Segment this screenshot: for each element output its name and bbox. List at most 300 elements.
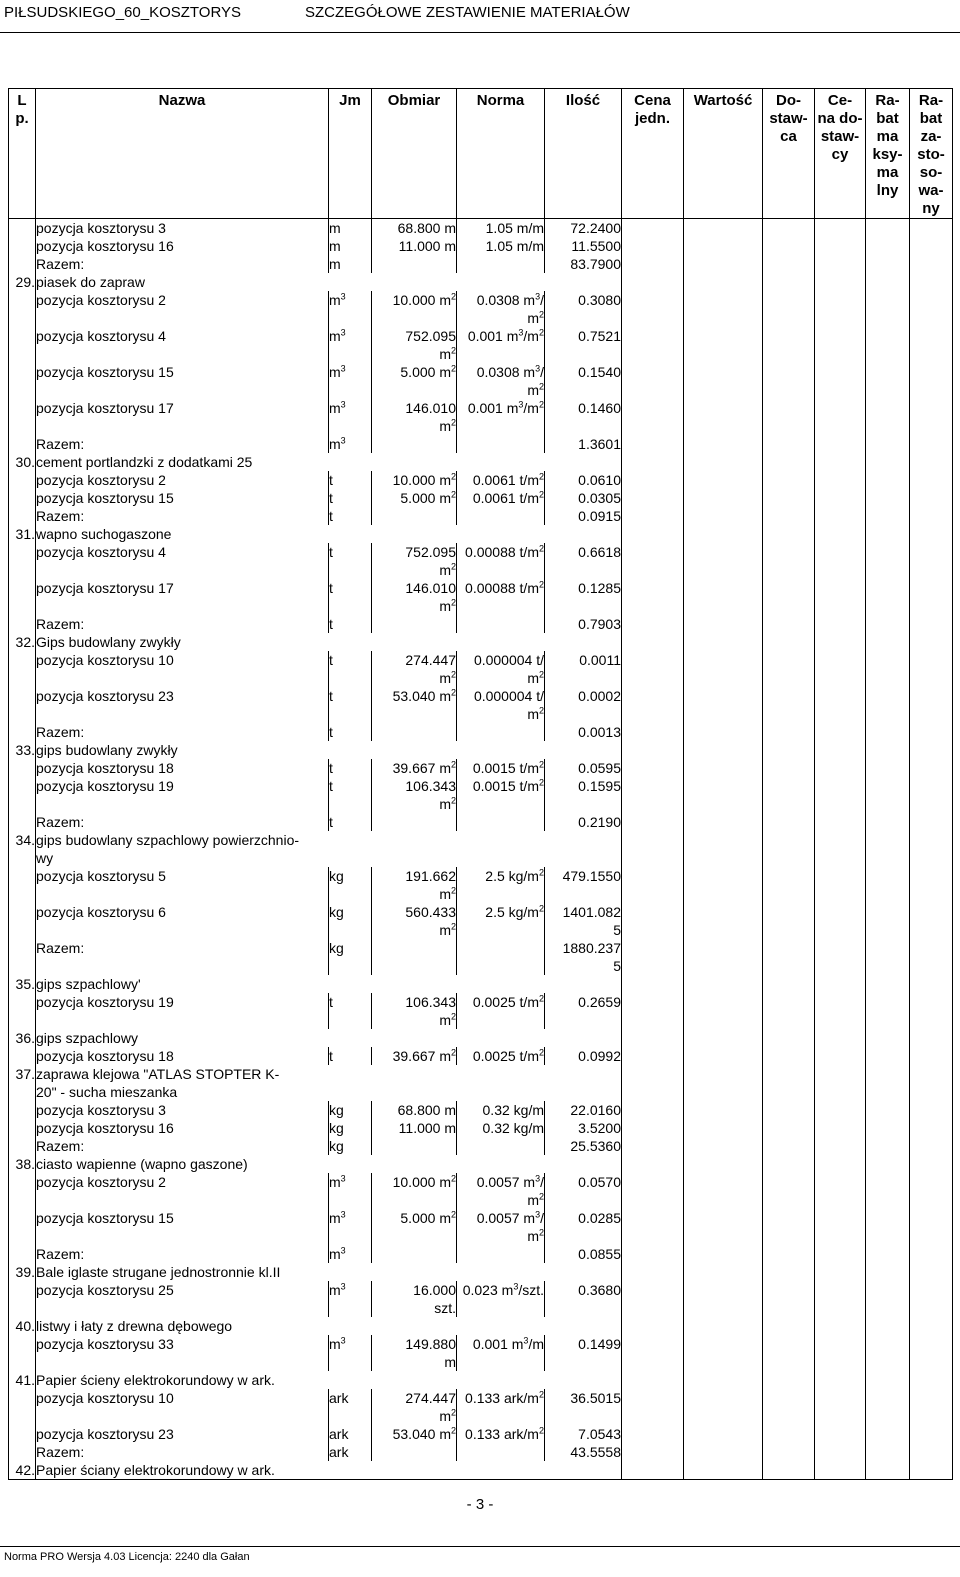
cell-lp: 41. [9,1371,36,1389]
cell-cena-dostawcy [815,1425,866,1443]
cell-wartosc [684,903,763,939]
cell-rabat-maksymalny [866,1317,910,1335]
cell-ilosc: 0.0595 [545,759,622,777]
cell-lp [9,237,36,255]
cell-dostawca [763,1461,815,1480]
cell-lp [9,543,36,579]
cell-jm: $m^3$ [329,1245,372,1263]
cell-cena [622,327,684,363]
cell-cena-dostawcy [815,1173,866,1209]
cell-rabat-zastosowany [910,1335,953,1371]
cell-jm: t [329,489,372,507]
cell-cena-dostawcy [815,219,866,238]
cell-name: Razem: [36,615,329,633]
cell-lp: 29. [9,273,36,291]
cell-lp [9,1173,36,1209]
cell-dostawca [763,777,815,813]
cell-norma [457,939,545,975]
cell-dostawca [763,723,815,741]
table-row [9,1281,953,1317]
cell-cena [622,237,684,255]
cell-rabat-zastosowany [910,867,953,903]
cell-norma [457,507,545,525]
cell-rabat-maksymalny [866,651,910,687]
cell-cena [622,1137,684,1155]
cell-name: pozycja kosztorysu 16 [36,1119,329,1137]
cell-rabat-maksymalny [866,1101,910,1119]
cell-dostawca [763,435,815,453]
cell-lp [9,1443,36,1461]
cell-rabat-maksymalny [866,903,910,939]
cell-name: pozycja kosztorysu 18 [36,759,329,777]
cell-name: pozycja kosztorysu 33 [36,1335,329,1371]
cell-lp [9,399,36,435]
cell-ilosc: 0.2190 [545,813,622,831]
cell-ilosc: 0.3680 [545,1281,622,1317]
cell-name: gips szpachlowy [36,1029,622,1047]
cell-cena-dostawcy [815,237,866,255]
cell-cena [622,1371,684,1389]
cell-cena [622,741,684,759]
cell-ilosc: 0.0013 [545,723,622,741]
cell-rabat-zastosowany [910,1065,953,1101]
cell-rabat-maksymalny [866,525,910,543]
cell-dostawca [763,1101,815,1119]
cell-wartosc [684,939,763,975]
cell-jm: t [329,615,372,633]
cell-cena [622,1317,684,1335]
cell-cena [622,489,684,507]
cell-rabat-zastosowany [910,435,953,453]
cell-name: pozycja kosztorysu 5 [36,867,329,903]
cell-rabat-zastosowany [910,1281,953,1317]
cell-cena [622,831,684,867]
cell-cena-dostawcy [815,1245,866,1263]
cell-wartosc [684,507,763,525]
cell-dostawca [763,1371,815,1389]
section-row [9,741,953,759]
cell-dostawca [763,291,815,327]
cell-jm: $m^3$ [329,1173,372,1209]
cell-cena-dostawcy [815,1443,866,1461]
cell-name: pozycja kosztorysu 17 [36,399,329,435]
cell-wartosc [684,1443,763,1461]
total-row [9,723,953,741]
cell-name: Papier ścieny elektrokorundowy w ark. [36,1371,622,1389]
cell-rabat-zastosowany [910,651,953,687]
cell-name: Papier ściany elektrokorundowy w ark. [36,1461,622,1480]
cell-wartosc [684,1281,763,1317]
cell-dostawca [763,219,815,238]
cell-dostawca [763,363,815,399]
cell-dostawca [763,939,815,975]
cell-rabat-maksymalny [866,1389,910,1425]
cell-wartosc [684,867,763,903]
section-row [9,1461,953,1480]
cell-norma: 1.05 m/m [457,219,545,238]
cell-cena [622,453,684,471]
cell-obmiar [372,1443,457,1461]
cell-wartosc [684,1155,763,1173]
cell-cena-dostawcy [815,975,866,993]
cell-dostawca [763,1173,815,1209]
cell-wartosc [684,777,763,813]
cell-ilosc: 83.7900 [545,255,622,273]
cell-lp: 34. [9,831,36,867]
cell-jm: ark [329,1443,372,1461]
cell-rabat-maksymalny [866,1425,910,1443]
cell-ilosc: 479.1550 [545,867,622,903]
cell-name: gips budowlany szpachlowy powierzchnio- wy [36,831,622,867]
cell-lp [9,507,36,525]
section-row [9,1155,953,1173]
table-row [9,543,953,579]
cell-rabat-zastosowany [910,579,953,615]
cell-obmiar: 560.433 $m^2$ [372,903,457,939]
cell-rabat-maksymalny [866,1335,910,1371]
cell-rabat-maksymalny [866,435,910,453]
cell-dostawca [763,1065,815,1101]
cell-jm: $m^3$ [329,363,372,399]
cell-name: pozycja kosztorysu 25 [36,1281,329,1317]
cell-name: pozycja kosztorysu 3 [36,219,329,238]
cell-cena [622,615,684,633]
table-row [9,867,953,903]
cell-wartosc [684,993,763,1029]
cell-rabat-maksymalny [866,579,910,615]
cell-obmiar: 39.667 $m^2$ [372,1047,457,1065]
cell-obmiar: 11.000 m [372,237,457,255]
cell-ilosc: 0.0011 [545,651,622,687]
header-rule [0,32,960,33]
cell-name: piasek do zapraw [36,273,622,291]
cell-obmiar: 752.095 $m^2$ [372,543,457,579]
cell-lp [9,1245,36,1263]
cell-dostawca [763,687,815,723]
cell-cena-dostawcy [815,813,866,831]
cell-norma: 2.5 $kg/m^2$ [457,867,545,903]
cell-rabat-maksymalny [866,759,910,777]
cell-rabat-zastosowany [910,975,953,993]
cell-ilosc: 0.0285 [545,1209,622,1245]
cell-jm: $m^3$ [329,327,372,363]
col-rabat-maksymalny: Ra- bat ma ksy- ma lny [866,89,910,219]
cell-norma: 0.0061 $t/m^2$ [457,471,545,489]
cell-jm: t [329,1047,372,1065]
cell-wartosc [684,435,763,453]
cell-jm: t [329,993,372,1029]
cell-ilosc: 0.7903 [545,615,622,633]
cell-cena-dostawcy [815,507,866,525]
cell-ilosc: 0.1499 [545,1335,622,1371]
cell-obmiar: 53.040 $m^2$ [372,687,457,723]
cell-name: pozycja kosztorysu 3 [36,1101,329,1119]
cell-rabat-zastosowany [910,633,953,651]
cell-rabat-maksymalny [866,471,910,489]
cell-obmiar: 16.000 szt. [372,1281,457,1317]
cell-name: pozycja kosztorysu 19 [36,993,329,1029]
cell-lp [9,1047,36,1065]
cell-norma [457,813,545,831]
cell-lp: 31. [9,525,36,543]
cell-norma [457,255,545,273]
cell-dostawca [763,1209,815,1245]
cell-name: pozycja kosztorysu 2 [36,291,329,327]
cell-name: pozycja kosztorysu 4 [36,543,329,579]
total-row [9,1137,953,1155]
cell-cena-dostawcy [815,453,866,471]
cell-ilosc: 1880.237 5 [545,939,622,975]
cell-lp: 32. [9,633,36,651]
cell-ilosc: 0.1460 [545,399,622,435]
section-row [9,273,953,291]
section-row [9,525,953,543]
cell-name: gips budowlany zwykły [36,741,622,759]
cell-jm: m [329,237,372,255]
table-row [9,1389,953,1425]
cell-wartosc [684,363,763,399]
cell-cena [622,633,684,651]
cell-obmiar: 53.040 $m^2$ [372,1425,457,1443]
total-row [9,255,953,273]
cell-dostawca [763,489,815,507]
table-row [9,363,953,399]
cell-obmiar: 191.662 $m^2$ [372,867,457,903]
cell-obmiar: 68.800 m [372,1101,457,1119]
col-nazwa: Nazwa [36,89,329,219]
section-row [9,1029,953,1047]
cell-jm: t [329,759,372,777]
cell-cena-dostawcy [815,543,866,579]
cell-wartosc [684,975,763,993]
cell-norma: 2.5 $kg/m^2$ [457,903,545,939]
cell-lp [9,759,36,777]
cell-rabat-maksymalny [866,1065,910,1101]
table-row [9,1119,953,1137]
cell-dostawca [763,237,815,255]
cell-jm: $m^3$ [329,1209,372,1245]
cell-wartosc [684,399,763,435]
cell-obmiar: 106.343 $m^2$ [372,993,457,1029]
cell-cena-dostawcy [815,1389,866,1425]
footer-rule [0,1546,960,1547]
cell-rabat-maksymalny [866,255,910,273]
cell-ilosc: 11.5500 [545,237,622,255]
cell-obmiar: 5.000 $m^2$ [372,1209,457,1245]
cell-rabat-zastosowany [910,1101,953,1119]
cell-cena-dostawcy [815,471,866,489]
cell-cena [622,399,684,435]
cell-norma: 0.00088 $t/m^2$ [457,543,545,579]
table-row [9,237,953,255]
cell-lp: 35. [9,975,36,993]
cell-jm: t [329,471,372,489]
cell-obmiar: 752.095 $m^2$ [372,327,457,363]
cell-lp [9,1101,36,1119]
cell-norma: 0.133 ark/$m^2$ [457,1425,545,1443]
cell-norma: 0.32 kg/m [457,1119,545,1137]
cell-rabat-zastosowany [910,1047,953,1065]
cell-cena [622,723,684,741]
cell-name: Razem: [36,813,329,831]
cell-cena [622,1119,684,1137]
cell-ilosc: 0.1540 [545,363,622,399]
cell-cena [622,813,684,831]
cell-cena-dostawcy [815,723,866,741]
cell-cena [622,579,684,615]
cell-obmiar: 68.800 m [372,219,457,238]
cell-lp: 36. [9,1029,36,1047]
cell-cena-dostawcy [815,327,866,363]
cell-rabat-zastosowany [910,759,953,777]
cell-name: pozycja kosztorysu 2 [36,471,329,489]
cell-rabat-maksymalny [866,1245,910,1263]
cell-name: pozycja kosztorysu 23 [36,1425,329,1443]
cell-norma: 0.00088 $t/m^2$ [457,579,545,615]
cell-rabat-zastosowany [910,1029,953,1047]
cell-name: Razem: [36,1443,329,1461]
cell-wartosc [684,1371,763,1389]
cell-ilosc: 0.0610 [545,471,622,489]
cell-cena [622,1047,684,1065]
cell-wartosc [684,633,763,651]
cell-ilosc: 25.5360 [545,1137,622,1155]
cell-dostawca [763,1263,815,1281]
cell-cena [622,1155,684,1173]
cell-dostawca [763,867,815,903]
cell-dostawca [763,1119,815,1137]
table-row [9,291,953,327]
cell-jm: t [329,813,372,831]
cell-obmiar [372,813,457,831]
cell-rabat-maksymalny [866,291,910,327]
cell-ilosc: 36.5015 [545,1389,622,1425]
cell-lp: 30. [9,453,36,471]
cell-dostawca [763,1443,815,1461]
table-row [9,471,953,489]
cell-obmiar: 149.880 m [372,1335,457,1371]
cell-cena-dostawcy [815,1281,866,1317]
cell-dostawca [763,975,815,993]
total-row [9,939,953,975]
cell-rabat-zastosowany [910,1173,953,1209]
cell-ilosc: 72.2400 [545,219,622,238]
table-row [9,993,953,1029]
cell-lp [9,1209,36,1245]
cell-cena-dostawcy [815,1047,866,1065]
cell-cena-dostawcy [815,741,866,759]
cell-name: listwy i łaty z drewna dębowego [36,1317,622,1335]
cell-cena [622,435,684,453]
cell-wartosc [684,1245,763,1263]
cell-wartosc [684,1047,763,1065]
cell-dostawca [763,1155,815,1173]
cell-ilosc: 0.7521 [545,327,622,363]
cell-jm: $m^3$ [329,399,372,435]
cell-wartosc [684,1065,763,1101]
cell-dostawca [763,273,815,291]
cell-wartosc [684,543,763,579]
cell-dostawca [763,579,815,615]
cell-cena [622,777,684,813]
cell-rabat-maksymalny [866,615,910,633]
cell-wartosc [684,651,763,687]
cell-rabat-zastosowany [910,1371,953,1389]
cell-wartosc [684,1461,763,1480]
cell-norma: 0.0025 $t/m^2$ [457,1047,545,1065]
cell-cena [622,291,684,327]
cell-rabat-zastosowany [910,831,953,867]
cell-name: Razem: [36,507,329,525]
cell-norma: 0.0057 $m^3/$ $m^2$ [457,1173,545,1209]
cell-cena [622,1101,684,1119]
cell-rabat-maksymalny [866,507,910,525]
cell-name: pozycja kosztorysu 4 [36,327,329,363]
cell-rabat-maksymalny [866,327,910,363]
table-row [9,651,953,687]
cell-ilosc: 0.0570 [545,1173,622,1209]
cell-wartosc [684,237,763,255]
cell-lp [9,615,36,633]
table-row [9,489,953,507]
cell-cena [622,975,684,993]
cell-lp [9,939,36,975]
cell-wartosc [684,291,763,327]
table-row [9,687,953,723]
total-row [9,435,953,453]
cell-obmiar: 39.667 $m^2$ [372,759,457,777]
cell-obmiar [372,615,457,633]
cell-ilosc: 0.0992 [545,1047,622,1065]
col-lp: L p. [9,89,36,219]
cell-rabat-maksymalny [866,1263,910,1281]
cell-ilosc: 0.1285 [545,579,622,615]
cell-obmiar [372,435,457,453]
cell-wartosc [684,1335,763,1371]
cell-obmiar: 274.447 $m^2$ [372,651,457,687]
cell-wartosc [684,1209,763,1245]
cell-dostawca [763,471,815,489]
cell-dostawca [763,759,815,777]
cell-rabat-zastosowany [910,1461,953,1480]
cell-rabat-maksymalny [866,975,910,993]
cell-cena [622,1029,684,1047]
cell-cena-dostawcy [815,1335,866,1371]
cell-wartosc [684,759,763,777]
cell-rabat-zastosowany [910,1245,953,1263]
col-cena-dostawcy: Ce- na do- staw- cy [815,89,866,219]
cell-wartosc [684,723,763,741]
cell-norma: 0.001 $m^3/m^2$ [457,327,545,363]
cell-cena [622,507,684,525]
cell-norma: 0.0061 $t/m^2$ [457,489,545,507]
section-row [9,633,953,651]
cell-lp: 42. [9,1461,36,1480]
cell-rabat-zastosowany [910,327,953,363]
cell-cena [622,471,684,489]
cell-rabat-zastosowany [910,813,953,831]
section-row [9,1317,953,1335]
cell-cena-dostawcy [815,1065,866,1101]
cell-jm: ark [329,1389,372,1425]
cell-cena [622,1389,684,1425]
cell-dostawca [763,507,815,525]
cell-norma: 0.0057 $m^3/$ $m^2$ [457,1209,545,1245]
cell-cena [622,1065,684,1101]
cell-jm: $m^3$ [329,291,372,327]
cell-rabat-maksymalny [866,1443,910,1461]
cell-rabat-maksymalny [866,993,910,1029]
